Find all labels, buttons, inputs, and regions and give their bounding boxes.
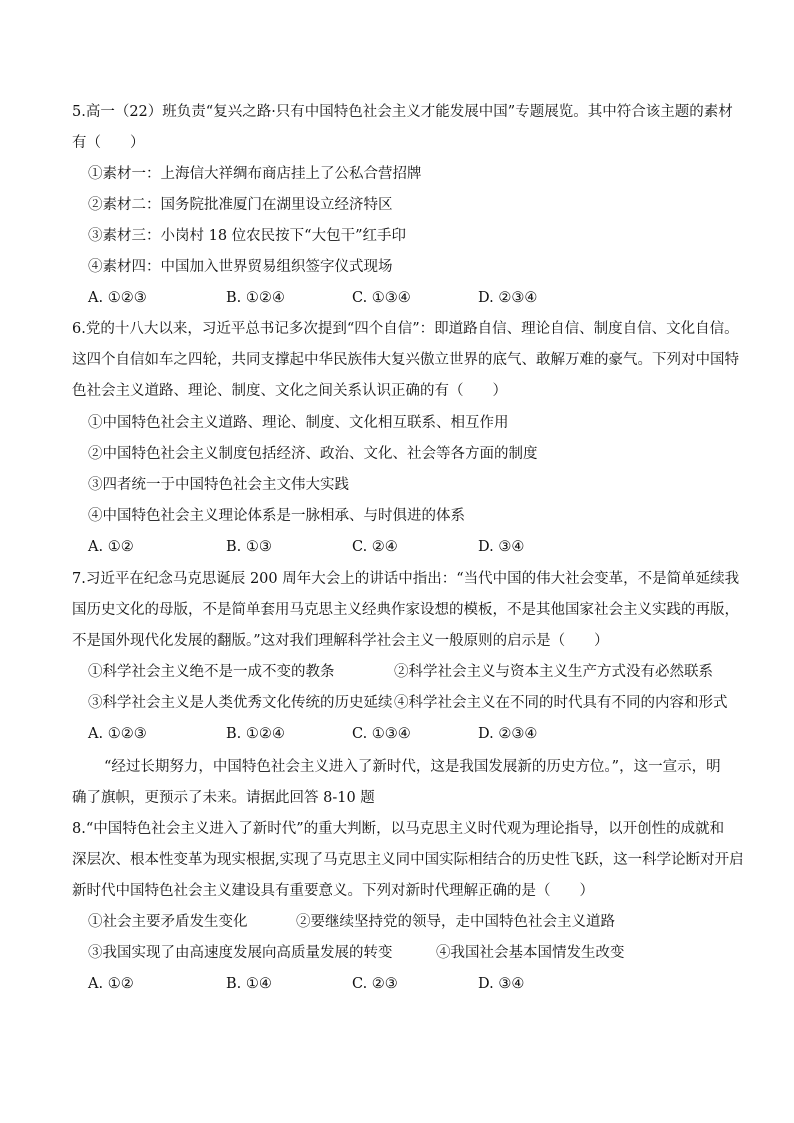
- q8-item-3: ③我国实现了由高速度发展向高质量发展的转变: [88, 945, 393, 961]
- q5-item-3: ③素材三：小岗村 18 位农民按下“大包干”红手印: [88, 228, 406, 244]
- q5-stem-line-1: 5.高一（22）班负责“复兴之路·只有中国特色社会主义才能发展中国”专题展览。其中符合该主题的素材: [72, 104, 733, 120]
- q8-stem-line-1: 8.“中国特色社会主义进入了新时代”的重大判断，以马克思主义时代观为理论指导，以开创性的成就和: [72, 821, 725, 837]
- q5-options: [88, 288, 728, 308]
- q6-options: [88, 537, 728, 557]
- q7-stem-line-3: 不是国外现代化发展的翻版。”这对我们理解科学社会主义一般原则的启示是（ ）: [72, 633, 609, 649]
- q6-option-a[interactable]: A. ①②: [88, 539, 134, 555]
- q5-option-d[interactable]: D. ②③④: [478, 290, 538, 306]
- q7-items-row-2: [88, 693, 728, 713]
- q7-option-b[interactable]: B. ①②④: [226, 726, 285, 742]
- q8-items-row-1: [88, 912, 728, 932]
- q6-option-d[interactable]: D. ③④: [478, 539, 525, 555]
- q7-option-d[interactable]: D. ②③④: [478, 726, 538, 742]
- q8-option-c[interactable]: C. ②③: [352, 976, 398, 992]
- q8-items-row-2: [88, 943, 728, 963]
- q7-option-a[interactable]: A. ①②③: [88, 726, 147, 742]
- q7-stem-line-1: 7.习近平在纪念马克思诞辰 200 周年大会上的讲话中指出：“当代中国的伟大社会变革，不是简单延续我: [72, 571, 740, 587]
- q5-stem-line-2: 有（ ）: [72, 135, 145, 151]
- q8-option-b[interactable]: B. ①④: [226, 976, 272, 992]
- q7-options: [88, 724, 728, 744]
- q5-item-2: ②素材二：国务院批准厦门在湖里设立经济特区: [88, 197, 393, 213]
- q7-option-c[interactable]: C. ①③④: [352, 726, 411, 742]
- q5-option-a[interactable]: A. ①②③: [88, 290, 147, 306]
- q6-stem-line-2: 这四个自信如车之四轮，共同支撑起中华民族伟大复兴傲立世界的底气、敢解万难的豪气。下列对中国特: [72, 352, 739, 368]
- q6-option-b[interactable]: B. ①③: [226, 539, 272, 555]
- q5-item-1: ①素材一：上海信大祥绸布商店挂上了公私合营招牌: [88, 166, 422, 182]
- q7-items-row-1: [88, 662, 728, 682]
- q7-item-2: ②科学社会主义与资本主义生产方式没有必然联系: [394, 664, 713, 680]
- q5-option-c[interactable]: C. ①③④: [352, 290, 411, 306]
- q8-option-a[interactable]: A. ①②: [88, 976, 134, 992]
- q5-item-4: ④素材四：中国加入世界贸易组织签字仪式现场: [88, 259, 393, 275]
- q6-item-4: ④中国特色社会主义理论体系是一脉相承、与时俱进的体系: [88, 508, 465, 524]
- q8-item-1: ①社会主要矛盾发生变化: [88, 914, 248, 930]
- q7-item-4: ④科学社会主义在不同的时代具有不同的内容和形式: [394, 695, 728, 711]
- q8-item-4: ④我国社会基本国情发生改变: [436, 945, 625, 961]
- q7-item-3: ③科学社会主义是人类优秀文化传统的历史延续: [88, 695, 393, 711]
- intro-line-1: “经过长期努力，中国特色社会主义进入了新时代，这是我国发展新的历史方位。”，这一宣示，明: [104, 759, 721, 775]
- q6-item-3: ③四者统一于中国特色社会主文伟大实践: [88, 477, 349, 493]
- q8-item-2: ②要继续坚持党的领导，走中国特色社会主义道路: [296, 914, 615, 930]
- q8-stem-line-3: 新时代中国特色社会主义建设具有重要意义。下列对新时代理解正确的是（ ）: [72, 883, 594, 899]
- q6-option-c[interactable]: C. ②④: [352, 539, 398, 555]
- q6-item-2: ②中国特色社会主义制度包括经济、政治、文化、社会等各方面的制度: [88, 446, 538, 462]
- intro-line-2: 确了旗帜，更预示了未来。请据此回答 8-10 题: [72, 790, 375, 806]
- q8-stem-line-2: 深层次、根本性变革为现实根据,实现了马克思主义同中国实际相结合的历史性飞跃，这一科学论断对开启: [72, 852, 744, 868]
- q6-stem-line-3: 色社会主义道路、理论、制度、文化之间关系认识正确的有（ ）: [72, 383, 507, 399]
- q7-stem-line-2: 国历史文化的母版，不是简单套用马克思主义经典作家设想的模板，不是其他国家社会主义实践的再版，: [72, 602, 739, 618]
- q8-option-d[interactable]: D. ③④: [478, 976, 525, 992]
- q6-stem-line-1: 6.党的十八大以来，习近平总书记多次提到“四个自信”：即道路自信、理论自信、制度自信、文化自信。: [72, 321, 739, 337]
- q5-option-b[interactable]: B. ①②④: [226, 290, 285, 306]
- q7-item-1: ①科学社会主义绝不是一成不变的教条: [88, 664, 335, 680]
- q6-item-1: ①中国特色社会主义道路、理论、制度、文化相互联系、相互作用: [88, 415, 509, 431]
- q8-options: [88, 974, 728, 994]
